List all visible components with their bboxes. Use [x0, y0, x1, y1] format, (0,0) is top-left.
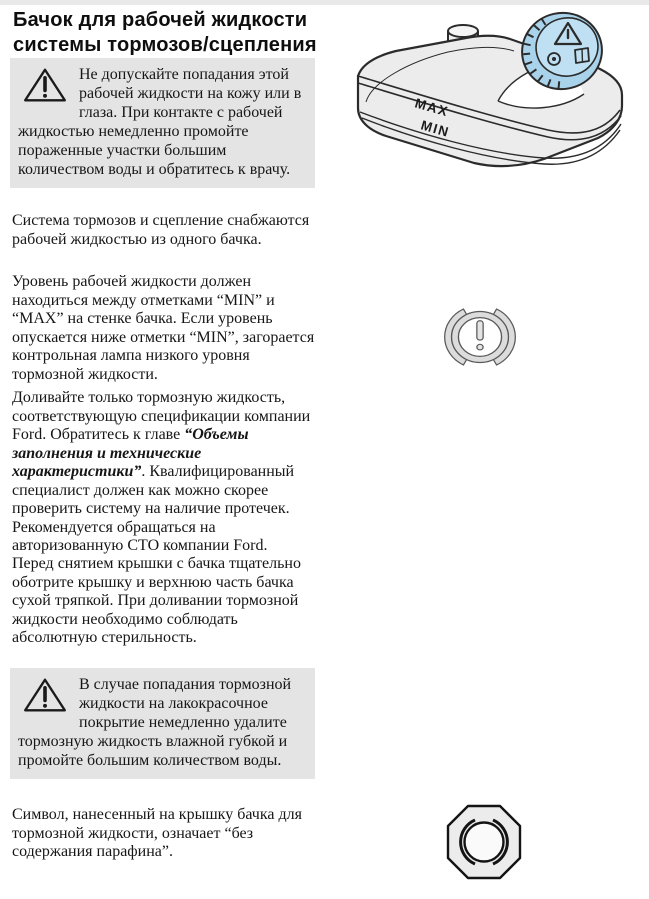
reservoir-min-label: MIN	[419, 117, 452, 140]
warning-text: В случае попадания тормозной жидкости на лакокрасочное покрытие немедленно удалите тормозную жидкость влажной губкой и промойте большим количеством воды.	[18, 676, 292, 769]
page-title-line2: системы тормозов/сцепления	[13, 34, 317, 56]
page-top-bar	[0, 0, 649, 5]
paragraph-refill-spec	[12, 389, 315, 556]
paragraph-cap-cleaning: Перед снятием крышки с бачка тщательно оботрите крышку и верхнюю часть бачка сухой тряпкой. При доливании тормозной жидкости необходимо соблюдать абсолютную стерильность.	[12, 555, 301, 646]
warning-triangle-icon	[20, 67, 70, 103]
no-paraffin-symbol-image	[446, 803, 522, 881]
page-title-line1: Бачок для рабочей жидкости	[13, 9, 308, 31]
no-paraffin-octagon-icon	[446, 803, 522, 881]
warning-text: Не допускайте попадания этой рабочей жидкости на кожу или в глаза. При контакте с рабочей жидкостью немедленно промойте пораженные участки большим количеством воды и обратитесь к врачу.	[18, 66, 302, 178]
paragraph-refill-spec-start: Доливайте только тормозную жидкость, соответствующую спецификации компании Ford. Обратитесь к главе	[12, 389, 311, 443]
brake-fluid-reservoir-image	[348, 6, 644, 174]
chapter-reference: “Объемы заполнения и технические характеристики”	[12, 426, 249, 480]
warning-box-skin-contact	[10, 58, 315, 188]
reservoir-illustration	[348, 6, 644, 174]
paragraph-refill-spec-end: . Квалифицированный специалист должен как можно скорее проверить систему на наличие протечек. Рекомендуется обращаться на авторизованную СТО компании Ford.	[12, 463, 295, 554]
paragraph-cap-symbol: Символ, нанесенный на крышку бачка для тормозной жидкости, означает “без содержания парафина”.	[12, 806, 302, 860]
warning-triangle-icon	[20, 677, 70, 713]
paragraph-shared-reservoir: Система тормозов и сцепление снабжаются рабочей жидкостью из одного бачка.	[12, 212, 310, 248]
reservoir-max-label: MAX	[413, 95, 451, 120]
paragraph-fluid-level: Уровень рабочей жидкости должен находиться между отметками “MIN” и “MAX” на стенке бачка. Если уровень опускается ниже отметки “MIN”, загорается контрольная лампа низкого уровня тормозной жидкости.	[12, 273, 315, 383]
brake-warning-lamp-icon	[428, 308, 532, 366]
page-title	[13, 8, 343, 58]
brake-warning-lamp-image	[428, 308, 532, 366]
warning-box-paintwork	[10, 668, 315, 779]
